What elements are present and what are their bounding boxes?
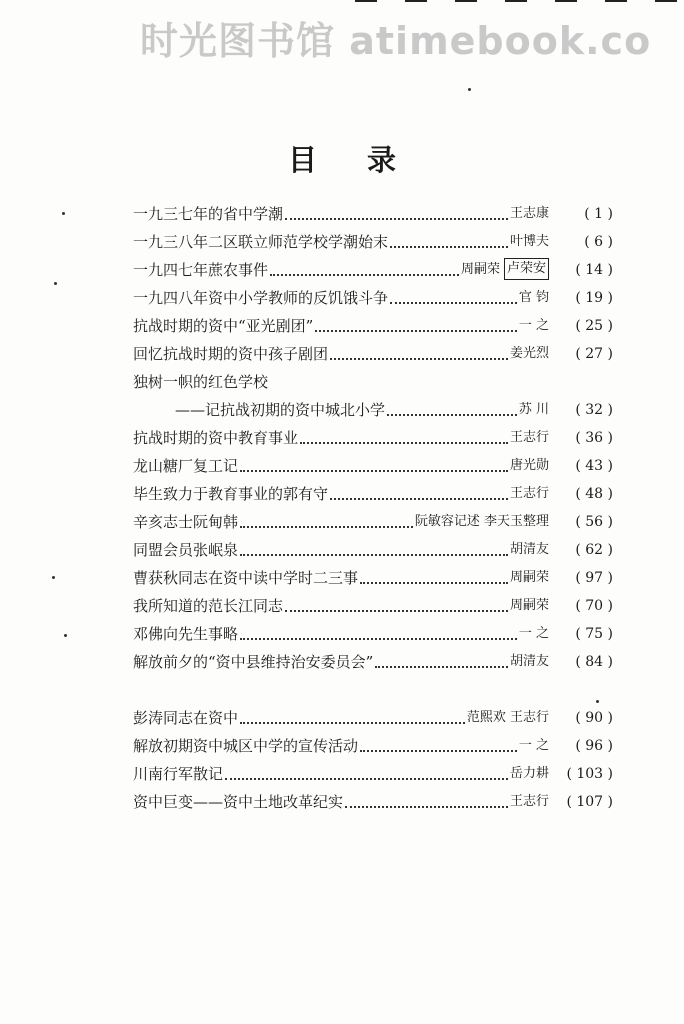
page-title: 目录 (287, 143, 446, 177)
scan-speck (62, 212, 65, 215)
toc-entry-title: 一九四八年资中小学教师的反饥饿斗争 (133, 289, 389, 307)
top-dash (455, 0, 477, 2)
toc-leader (285, 609, 508, 612)
toc-entry-page: ( 27 ) (575, 346, 613, 362)
toc-entry-title: 资中巨变——资中土地改革纪实 (133, 793, 344, 811)
toc-entry (133, 312, 613, 336)
toc-entry-author: 一 之 (518, 626, 549, 641)
toc-entry-author: 周嗣荣 (460, 262, 500, 277)
toc-entry-title: 同盟会员张岷泉 (133, 541, 239, 559)
toc-entry-page: ( 6 ) (584, 234, 613, 250)
scan-speck (468, 88, 471, 91)
toc-entry-title: 抗战时期的资中“亚光剧团” (133, 317, 314, 335)
toc-leader (270, 273, 459, 276)
toc-entry-author: 一 之 (518, 738, 549, 753)
toc-entry (133, 648, 613, 672)
toc-entry-author: 范熙欢 王志行 (466, 710, 549, 725)
toc-entry (133, 536, 613, 560)
toc-entry-title: 抗战时期的资中教育事业 (133, 429, 299, 447)
toc-entry (133, 760, 613, 784)
toc-entry (133, 452, 613, 476)
toc-entry-page: ( 84 ) (575, 654, 613, 670)
toc-entry-title: 一九三七年的省中学潮 (133, 205, 284, 223)
toc-entry (133, 396, 613, 420)
toc-leader (390, 301, 517, 304)
toc-entry-title: 邓佛向先生事略 (133, 625, 239, 643)
scan-speck (52, 576, 55, 579)
watermark: 时光图书馆 atimebook.co (140, 19, 652, 63)
toc-entry-author-boxed: 卢荣安 (504, 258, 549, 280)
toc-entry-page: ( 97 ) (575, 570, 613, 586)
toc-entry-page: ( 96 ) (575, 738, 613, 754)
toc-leader (330, 497, 508, 500)
toc-entry (133, 788, 613, 812)
top-dash (505, 0, 527, 2)
toc-entry-author: 唐光勋 (509, 458, 549, 473)
toc-entry (133, 732, 613, 756)
toc-entry-page: ( 19 ) (575, 290, 613, 306)
toc-entry (133, 228, 613, 252)
toc-entry-page: ( 62 ) (575, 542, 613, 558)
toc-leader (360, 749, 517, 752)
toc-entry (133, 340, 613, 364)
top-dash (355, 0, 377, 2)
toc-entry-page: ( 48 ) (575, 486, 613, 502)
toc-entry-title: 川南行军散记 (133, 765, 224, 783)
toc-leader (285, 217, 508, 220)
toc-entry-title: 解放初期资中城区中学的宣传活动 (133, 737, 359, 755)
toc-leader (240, 721, 465, 724)
toc-leader (240, 469, 508, 472)
toc-entry-title: 我所知道的范长江同志 (133, 597, 284, 615)
toc-entry (133, 704, 613, 728)
toc-entry (133, 508, 613, 532)
scan-speck (64, 634, 67, 637)
toc-entry (133, 284, 613, 308)
toc-entry-page: ( 25 ) (575, 318, 613, 334)
toc-entry-title: ——记抗战初期的资中城北小学 (175, 401, 386, 419)
toc-entry (133, 368, 613, 392)
toc-entry-page: ( 1 ) (584, 206, 613, 222)
toc-entry-page: ( 103 ) (566, 766, 613, 782)
toc-entry-title: 回忆抗战时期的资中孩子剧团 (133, 345, 329, 363)
toc-leader (390, 245, 508, 248)
toc-entry-title: 解放前夕的“资中县维持治安委员会” (133, 653, 374, 671)
toc-entry-title: 彭涛同志在资中 (133, 709, 239, 727)
toc-entry-author: 一 之 (518, 318, 549, 333)
toc-entry-page: ( 32 ) (575, 402, 613, 418)
toc-entry-page: ( 14 ) (575, 262, 613, 278)
toc-entry-author: 阮敏容记述 李天玉整理 (414, 514, 549, 529)
toc-entry-page: ( 43 ) (575, 458, 613, 474)
top-dash (405, 0, 427, 2)
toc-entry-author: 王志行 (509, 486, 549, 501)
toc-entry (133, 200, 613, 224)
toc-entry-author: 苏 川 (518, 402, 549, 417)
toc-leader (240, 637, 517, 640)
toc-entry-author: 胡清友 (509, 654, 549, 669)
scan-speck (596, 700, 599, 703)
toc-leader (360, 581, 508, 584)
toc-entry-page: ( 90 ) (575, 710, 613, 726)
toc-leader (330, 357, 508, 360)
toc-entry-title: 独树一帜的红色学校 (133, 373, 269, 391)
toc-entry (133, 480, 613, 504)
toc-leader (240, 553, 508, 556)
toc-leader (240, 525, 413, 528)
toc-entry-title: 毕生致力于教育事业的郭有守 (133, 485, 329, 503)
toc-entry-page: ( 56 ) (575, 514, 613, 530)
toc-entry (133, 424, 613, 448)
toc-entry-title: 一九三八年二区联立师范学校学潮始末 (133, 233, 389, 251)
toc-entry-page: ( 75 ) (575, 626, 613, 642)
toc-entry-author: 姜光烈 (509, 346, 549, 361)
toc-entry-author: 周嗣荣 (509, 570, 549, 585)
toc-leader (315, 329, 517, 332)
toc-entry (133, 592, 613, 616)
toc-leader (375, 665, 508, 668)
toc-entry-title: 龙山糖厂复工记 (133, 457, 239, 475)
toc-entry (133, 564, 613, 588)
toc-entry-author: 周嗣荣 (509, 598, 549, 613)
toc-leader (300, 441, 508, 444)
toc-entry-page: ( 70 ) (575, 598, 613, 614)
toc-entry-author: 岳力耕 (509, 766, 549, 781)
toc-entry (133, 256, 613, 280)
toc-entry-author: 王志行 (509, 430, 549, 445)
scan-speck (54, 282, 57, 285)
toc-entry-author: 胡清友 (509, 542, 549, 557)
toc-leader (387, 413, 517, 416)
top-dash (605, 0, 627, 2)
toc-entry-author: 官 钧 (518, 290, 549, 305)
toc-entry-author: 王志康 (509, 206, 549, 221)
toc-entry (133, 620, 613, 644)
top-dash (655, 0, 677, 2)
toc-entry-author: 王志行 (509, 794, 549, 809)
toc-entry-page: ( 107 ) (566, 794, 613, 810)
toc-entry-title: 辛亥志士阮甸韩 (133, 513, 239, 531)
toc-entry-title: 一九四七年蔗农事件 (133, 261, 269, 279)
top-dash (555, 0, 577, 2)
toc-leader (345, 805, 508, 808)
toc-entry-author: 叶博夫 (509, 234, 549, 249)
toc-entry-page: ( 36 ) (575, 430, 613, 446)
toc-leader (225, 777, 508, 780)
toc-entry-title: 曹获秋同志在资中读中学时二三事 (133, 569, 359, 587)
